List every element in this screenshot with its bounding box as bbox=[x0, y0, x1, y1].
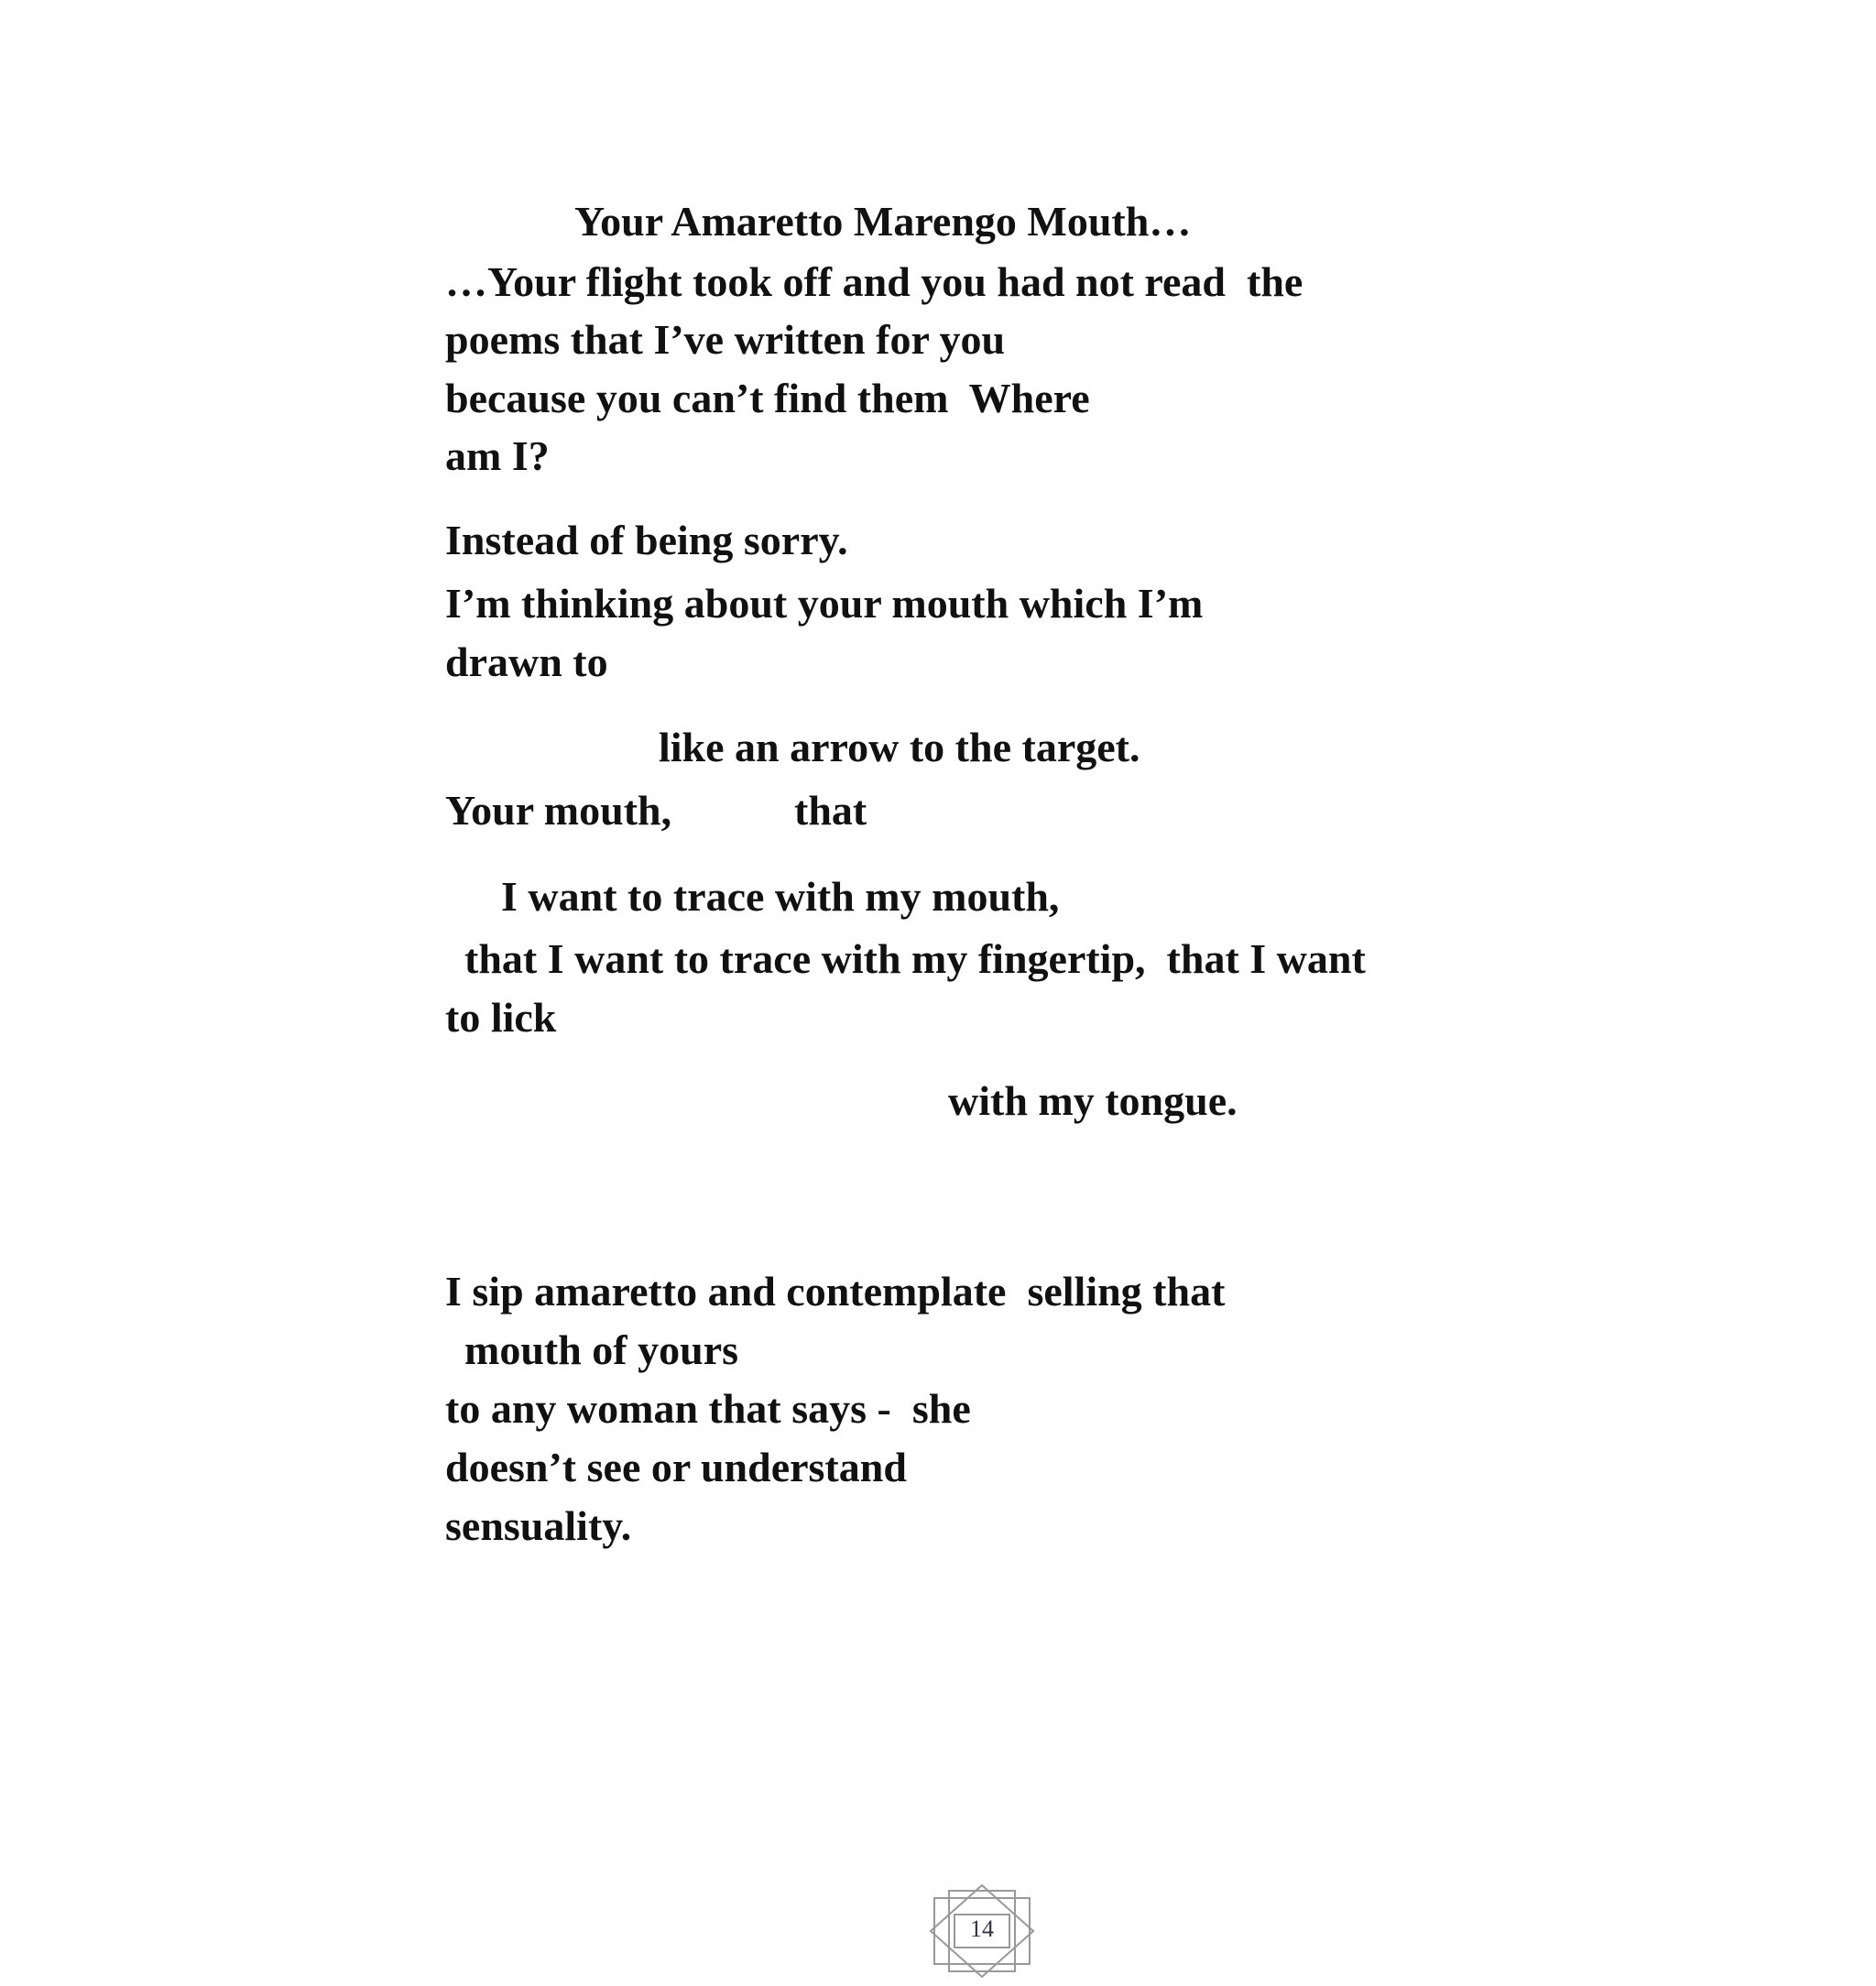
poem-line: sensuality. bbox=[445, 1502, 632, 1549]
poem-line: that bbox=[794, 787, 867, 834]
poem-line: I’m thinking about your mouth which I’m bbox=[445, 580, 1204, 627]
poem-line: …Your flight took off and you had not read the bbox=[445, 258, 1303, 305]
poem-line: drawn to bbox=[445, 638, 608, 685]
poem-line: I want to trace with my mouth, bbox=[501, 873, 1060, 920]
poem-line: like an arrow to the target. bbox=[659, 724, 1140, 770]
poem-line: mouth of yours bbox=[464, 1326, 739, 1373]
poem-line: Your mouth, bbox=[445, 787, 672, 834]
poem-line: with my tongue. bbox=[948, 1077, 1238, 1124]
poem-line: that I want to trace with my fingertip, that I want bbox=[464, 935, 1366, 982]
poem-line: Instead of being sorry. bbox=[445, 517, 848, 563]
poem-title: Your Amaretto Marengo Mouth… bbox=[574, 198, 1192, 245]
page-number: 14 bbox=[970, 1915, 994, 1942]
poem-line: because you can’t find them Where bbox=[445, 375, 1090, 421]
poem-line: doesn’t see or understand bbox=[445, 1444, 907, 1490]
poem-line: poems that I’ve written for you bbox=[445, 316, 1006, 363]
poem-line: to any woman that says - she bbox=[445, 1385, 971, 1432]
poem-line: to lick bbox=[445, 994, 557, 1041]
poem-line: I sip amaretto and contemplate selling that bbox=[445, 1268, 1226, 1315]
poem-line: am I? bbox=[445, 432, 550, 479]
